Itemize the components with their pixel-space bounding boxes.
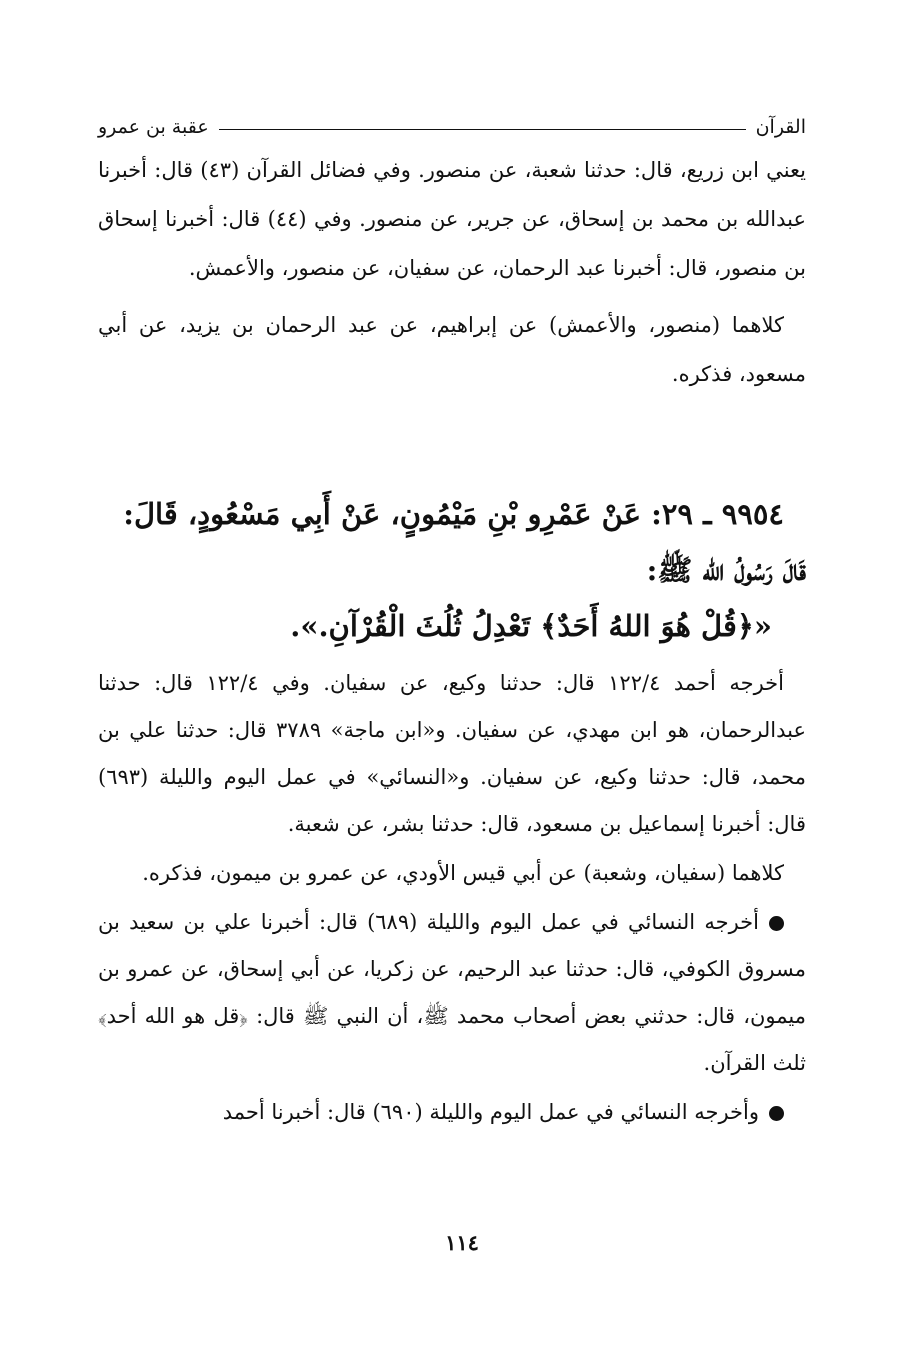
hadith-isnad: ٩٩٥٤ ـ ٢٩: عَنْ عَمْرِو بْنِ مَيْمُونٍ، عَنْ أَبِي مَسْعُودٍ، قَالَ: — [123, 497, 784, 531]
bullet-paragraph — [98, 899, 806, 1087]
page-number: ١١٤ — [445, 1230, 479, 1255]
bullet-text: وأخرجه النسائي في عمل اليوم والليلة (٦٩٠) قال: أخبرنا أحمد — [222, 1100, 759, 1124]
takhrij-block — [98, 660, 806, 1138]
header-narrator-title: عقبة بن عمرو — [98, 116, 209, 138]
hadith-block — [98, 486, 806, 654]
header-section-title: القرآن — [755, 116, 806, 138]
paragraph: كلاهما (منصور، والأعمش) عن إبراهيم، عن عبد الرحمان بن يزيد، عن أبي مسعود، فذكره. — [98, 313, 806, 386]
bullet-paragraph — [98, 1089, 806, 1136]
paragraph: يعني ابن زريع، قال: حدثنا شعبة، عن منصور. وفي فضائل القرآن (٤٣) قال: أخبرنا عبدالله بن محمد بن إسحاق، عن جرير، عن منصور. وفي (٤٤) قال: أخبرنا إسحاق بن منصور، قال: أخبرنا عبد الرحمان، عن سفيان، عن منصور، والأعمش. — [98, 158, 807, 280]
hadith-intro: قَالَ رَسُولُ الله ﷺ: — [646, 553, 806, 587]
running-header — [98, 112, 806, 142]
bullet-icon — [769, 1106, 784, 1121]
hadith-matn: «﴿قُلْ هُوَ اللهُ أَحَدٌ﴾ تَعْدِلُ ثُلُثَ الْقُرْآنِ.». — [290, 609, 772, 643]
takhrij-paragraph: كلاهما (سفيان، وشعبة) عن أبي قيس الأودي، عن عمرو بن ميمون، فذكره. — [142, 861, 784, 885]
bullet-icon — [769, 916, 784, 931]
bullet-text: أخرجه النسائي في عمل اليوم والليلة (٦٨٩) قال: أخبرنا علي بن سعيد بن مسروق الكوفي، قال: حدثنا عبد الرحيم، عن زكريا، عن أبي إسحاق، عن عمرو بن ميمون، قال: حدثني بعض أصحاب محمد ﷺ، أن النبي ﷺ قال: ﴿قل هو الله أحد﴾ ثلث القرآن. — [98, 910, 806, 1075]
top-text-block — [98, 146, 806, 407]
header-rule — [219, 129, 746, 130]
takhrij-paragraph: أخرجه أحمد ١٢٢/٤ قال: حدثنا وكيع، عن سفيان. وفي ١٢٢/٤ قال: حدثنا عبدالرحمان، هو ابن مهدي، عن سفيان. و«ابن ماجة» ٣٧٨٩ قال: حدثنا علي بن محمد، قال: حدثنا وكيع، عن سفيان. و«النسائي» في عمل اليوم والليلة (٦٩٣) قال: أخبرنا إسماعيل بن مسعود، قال: حدثنا بشر، عن شعبة. — [98, 671, 807, 836]
